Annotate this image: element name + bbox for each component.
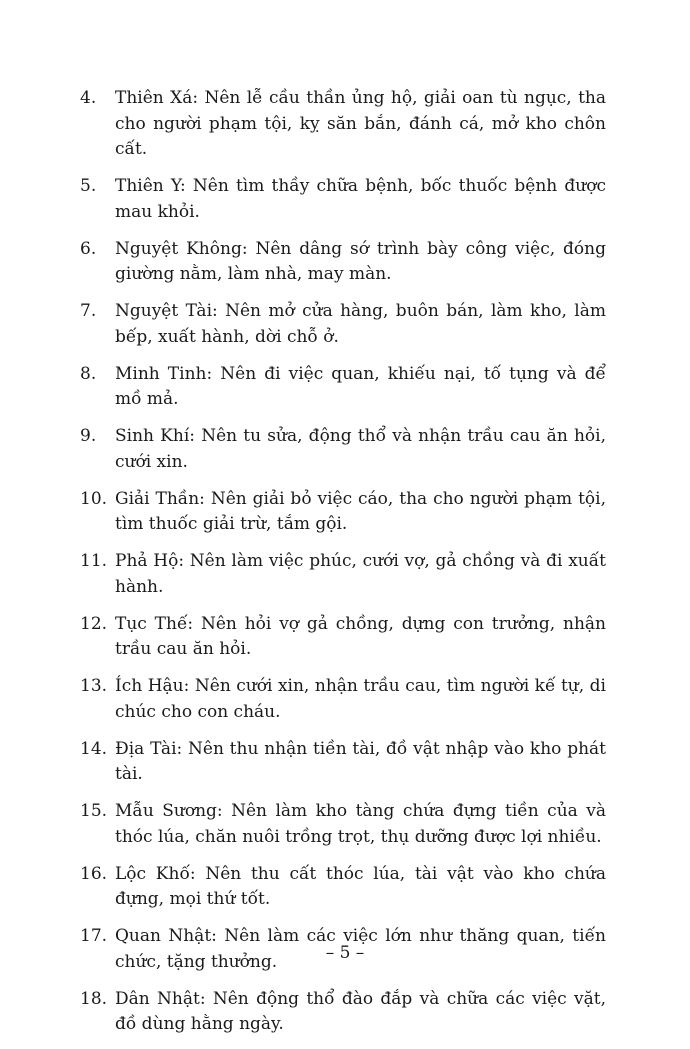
list-item: [80, 424, 606, 475]
list-item: [80, 799, 606, 850]
item-text: Lộc Khố: Nên thu cất thóc lúa, tài vật vào kho chứa đựng, mọi thứ tốt.: [115, 863, 606, 909]
item-text: Dân Nhật: Nên động thổ đào đắp và chữa các việc vặt, đồ dùng hằng ngày.: [115, 988, 606, 1034]
item-number: 6.: [80, 238, 97, 259]
numbered-list: [80, 86, 606, 1049]
item-text: Thiên Xá: Nên lễ cầu thần ủng hộ, giải oan tù ngục, tha cho người phạm tội, kỵ săn bắn, đánh cá, mở kho chôn cất.: [115, 88, 606, 159]
item-number: 7.: [80, 301, 97, 321]
item-text: Thiên Y: Nên tìm thầy chữa bệnh, bốc thuốc bệnh được mau khỏi.: [115, 176, 606, 222]
list-item: [80, 487, 606, 538]
page-number: – 5 –: [325, 943, 365, 963]
list-item: [80, 674, 606, 725]
item-text: Địa Tài: Nên thu nhận tiền tài, đồ vật nhập vào kho phát tài.: [115, 738, 606, 784]
item-text: Ích Hậu: Nên cưới xin, nhận trầu cau, tìm người kế tự, di chúc cho con cháu.: [115, 676, 606, 722]
item-number: 12.: [80, 613, 108, 634]
item-number: 5.: [80, 176, 97, 196]
item-number: 17.: [80, 926, 108, 946]
item-number: 14.: [80, 738, 108, 759]
item-text: Quan Nhật: Nên làm các việc lớn như thăng quan, tiến chức, tặng thưởng.: [115, 926, 606, 972]
item-number: 18.: [80, 988, 108, 1009]
list-item: [80, 549, 606, 600]
item-text: Phả Hộ: Nên làm việc phúc, cưới vợ, gả chồng và đi xuất hành.: [115, 551, 606, 597]
item-number: 4.: [80, 88, 97, 108]
item-text: Tục Thế: Nên hỏi vợ gả chồng, dựng con trưởng, nhận trầu cau ăn hỏi.: [115, 613, 606, 659]
list-item: [80, 86, 606, 163]
item-number: 8.: [80, 363, 97, 384]
list-item: [80, 612, 606, 663]
item-number: 15.: [80, 801, 108, 821]
item-text: Nguyệt Không: Nên dâng sớ trình bày công việc, đóng giường nằm, làm nhà, may màn.: [115, 238, 606, 284]
list-item: [80, 987, 606, 1038]
list-item: [80, 174, 606, 225]
item-text: Minh Tinh: Nên đi việc quan, khiếu nại, tố tụng và để mồ mả.: [115, 363, 606, 409]
list-item: [80, 862, 606, 913]
item-number: 11.: [80, 551, 108, 571]
item-number: 13.: [80, 676, 108, 696]
item-text: Nguyệt Tài: Nên mở cửa hàng, buôn bán, làm kho, làm bếp, xuất hành, dời chỗ ở.: [115, 301, 606, 347]
item-number: 9.: [80, 426, 97, 446]
list-item: [80, 299, 606, 350]
list-item: [80, 237, 606, 288]
list-item: [80, 362, 606, 413]
item-text: Giải Thần: Nên giải bỏ việc cáo, tha cho người phạm tội, tìm thuốc giải trừ, tắm gội.: [115, 488, 606, 534]
item-number: 16.: [80, 863, 108, 884]
item-text: Mẫu Sương: Nên làm kho tàng chứa đựng tiền của và thóc lúa, chăn nuôi trồng trọt, thụ dưỡng được lợi nhiều.: [115, 801, 606, 847]
item-text: Sinh Khí: Nên tu sửa, động thổ và nhận trầu cau ăn hỏi, cưới xin.: [115, 426, 606, 472]
item-number: 10.: [80, 488, 108, 509]
list-item: [80, 737, 606, 788]
